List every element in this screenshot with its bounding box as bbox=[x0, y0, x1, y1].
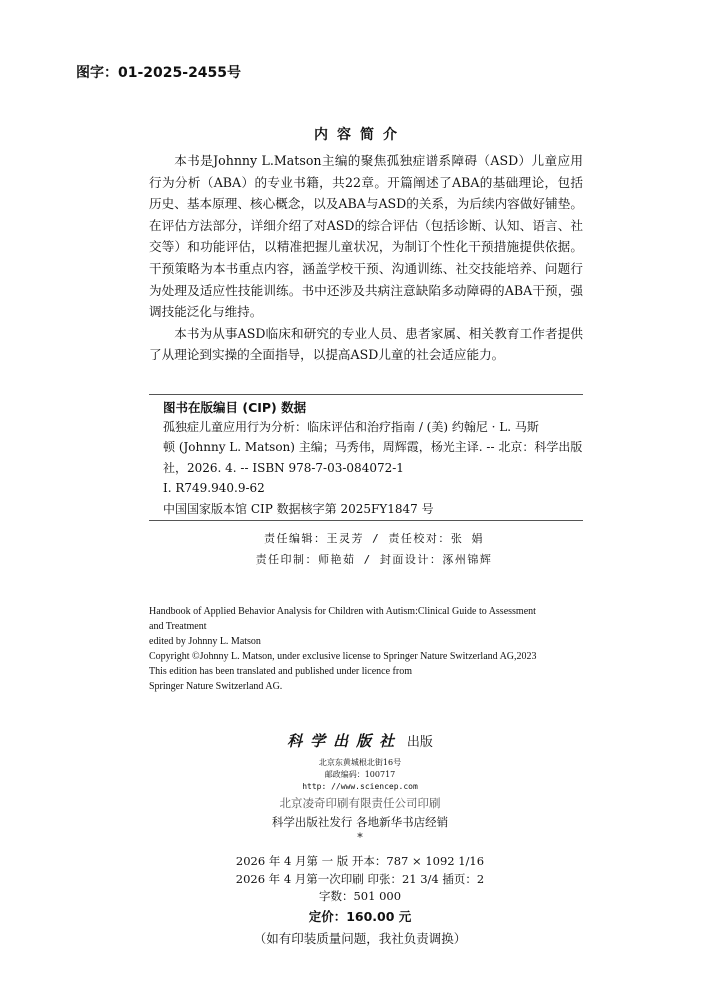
publisher-name bbox=[0, 730, 720, 751]
english-line: This edition has been translated and published under licence from bbox=[149, 666, 412, 677]
intro-text bbox=[149, 150, 583, 366]
cip-heading: 图书在版编目 (CIP) 数据 bbox=[163, 400, 307, 415]
cip-line: 孤独症儿童应用行为分析：临床评估和治疗指南 / (美) 约翰尼 · L. 马斯 bbox=[163, 420, 539, 434]
credits-line: 责任编辑：王灵芳 / 责任校对：张 娟 bbox=[264, 532, 484, 545]
printing-line: 2026 年 4 月第一次印刷 印张：21 3/4 插页：2 bbox=[235, 871, 485, 886]
cip-bottom-rule bbox=[149, 520, 583, 521]
distribution-line: 科学出版社发行 各地新华书店经销 bbox=[271, 815, 449, 829]
printer-line: 北京凌奇印刷有限责任公司印刷 bbox=[279, 796, 441, 810]
cip-top-rule bbox=[149, 394, 583, 395]
registration-number: 图字：01-2025-2455号 bbox=[76, 65, 242, 81]
intro-title: 内容简介 bbox=[314, 127, 406, 143]
cip-line: 社，2026. 4. -- ISBN 978-7-03-084072-1 bbox=[163, 460, 404, 475]
publisher-address: 北京东黄城根北街16号 bbox=[318, 758, 402, 767]
editorial-credits bbox=[0, 528, 720, 570]
cip-block bbox=[163, 417, 581, 519]
cip-line: Ⅰ. R749.940.9-62 bbox=[163, 481, 265, 496]
edition-line: 2026 年 4 月第 一 版 开本：787 × 1092 1/16 bbox=[235, 854, 485, 868]
credits-line: 责任印制：师艳茹 / 封面设计：涿州锦辉 bbox=[255, 553, 493, 566]
publisher-postcode: 邮政编码：100717 bbox=[324, 770, 396, 779]
english-line: edited by Johnny L. Matson bbox=[149, 636, 261, 647]
publisher-logo-text: 科学出版社 bbox=[287, 732, 403, 750]
cip-line: 中国国家版本馆 CIP 数据核字第 2025FY1847 号 bbox=[163, 501, 434, 516]
intro-paragraph: 本书是Johnny L.Matson主编的聚焦孤独症谱系障碍（ASD）儿童应用行为分析（ABA）的专业书籍，共22章。开篇阐述了ABA的基础理论，包括历史、基本原理、核心概念，以及ABA与ASD的关系，为后续内容做好铺垫。在评估方法部分，详细介绍了对ASD的综合评估（包括诊断、认知、语言、社交等）和功能评估，以精准把握儿童状况，为制订个性化干预措施提供依据。干预策略为本书重点内容，涵盖学校干预、沟通训练、社交技能培养、问题行为处理及适应性技能训练。书中还涉及共病注意缺陷多动障碍的ABA干预，强调技能泛化与维持。 bbox=[149, 153, 583, 320]
publisher-url: http: //www.sciencep.com bbox=[302, 782, 418, 791]
intro-paragraph: 本书为从事ASD临床和研究的专业人员、患者家属、相关教育工作者提供了从理论到实操的全面指导，以提高ASD儿童的社会适应能力。 bbox=[149, 325, 583, 363]
publisher-suffix: 出版 bbox=[406, 735, 433, 750]
english-line: Springer Nature Switzerland AG. bbox=[149, 681, 283, 692]
english-line: Handbook of Applied Behavior Analysis for Children with Autism:Clinical Guide to Assessment bbox=[149, 606, 536, 617]
cip-line: 顿 (Johnny L. Matson) 主编；马秀伟，周辉霞，杨光主译. -- 北京：科学出版 bbox=[163, 440, 583, 455]
price-line: 定价：160.00 元 bbox=[308, 908, 412, 924]
english-copyright bbox=[149, 604, 609, 694]
separator-star: * bbox=[357, 831, 363, 844]
english-line: Copyright ©Johnny L. Matson, under exclusive license to Springer Nature Switzerland AG,2023 bbox=[149, 651, 537, 662]
quality-notice: （如有印装质量问题，我社负责调换） bbox=[253, 930, 467, 946]
wordcount-line: 字数：501 000 bbox=[318, 889, 402, 903]
english-line: and Treatment bbox=[149, 621, 207, 632]
publisher-block bbox=[0, 730, 720, 950]
